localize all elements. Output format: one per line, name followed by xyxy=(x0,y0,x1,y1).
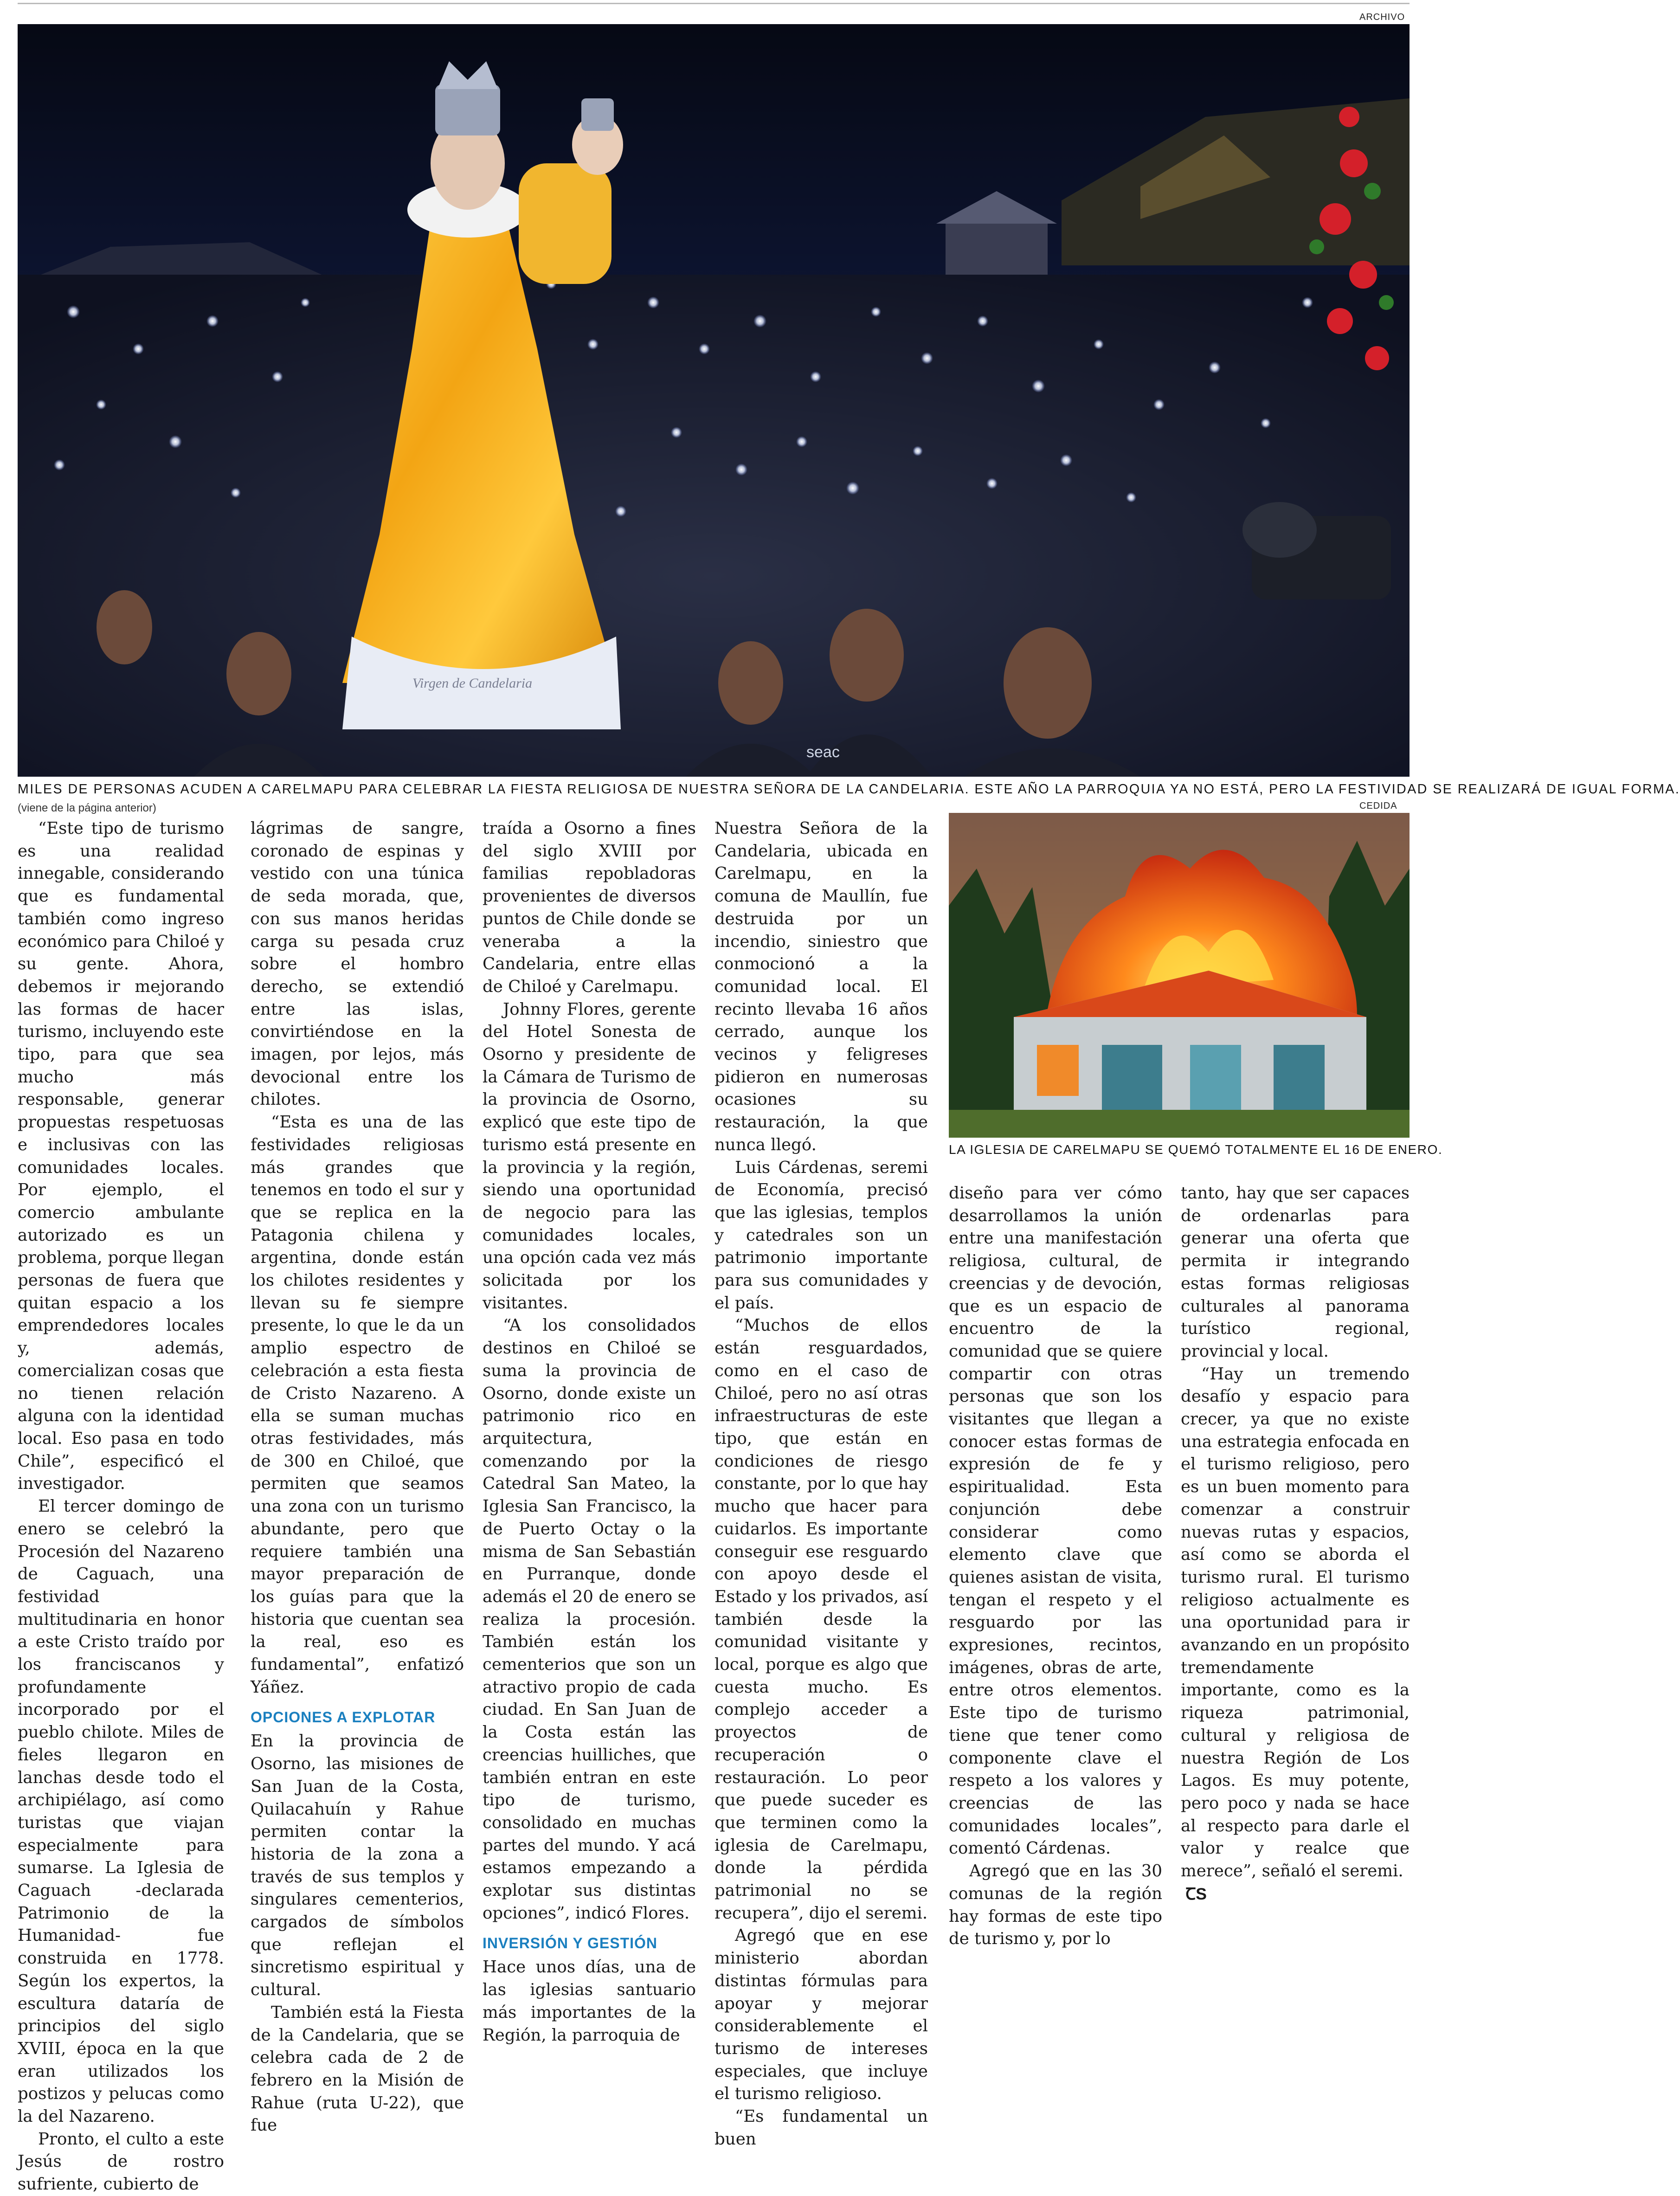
continued-note: (viene de la página anterior) xyxy=(18,802,156,814)
paragraph: Luis Cárdenas, seremi de Economía, precisó que las iglesias, templos y catedrales son un patrimonio importante para sus comunidades y el país. xyxy=(714,1158,928,1313)
dress-inscription: Virgen de Candelaria xyxy=(412,676,533,691)
top-photo-caption: MILES DE PERSONAS ACUDEN A CARELMAPU PARA CELEBRAR LA FIESTA RELIGIOSA DE NUESTRA SEÑORA DE LA CANDELARIA. ESTE AÑO LA PARROQUIA YA NO ESTÁ, PERO LA FESTIVIDAD SE REALIZARÁ DE IGUAL FORMA. xyxy=(18,782,1680,797)
paragraph: Hace unos días, una de las iglesias santuario más importantes de la Región, la parroquia de xyxy=(483,1958,696,2045)
article-column-2 xyxy=(251,818,464,2137)
side-photo-caption: LA IGLESIA DE CARELMAPU SE QUEMÓ TOTALMENTE EL 16 DE ENERO. xyxy=(949,1142,1443,1157)
top-rule xyxy=(18,3,1410,4)
top-photo-credit: ARCHIVO xyxy=(1359,12,1405,22)
church-fire-illustration xyxy=(949,813,1410,1138)
paragraph: “Muchos de ellos están resguardados, como en el caso de Chiloé, pero no así otras infraestructuras de este tipo, que están en condiciones de riesgo constante, por lo que hay mucho que hacer para cuidarlos. Es importante conseguir ese resguardo con apoyo desde el Estado y los privados, así también desde la comunidad visitante y local, porque es algo que cuesta mucho. Es complejo acceder a proyectos de recuperación o restauración. Lo peor que puede suceder es que terminen como la iglesia de Carelmapu, donde la pérdida patrimonial no se recupera”, dijo el seremi. xyxy=(714,1316,928,1923)
article-column-3 xyxy=(483,818,696,2047)
end-of-article-mark: ꞆS xyxy=(1185,1884,1207,1903)
section-heading: INVERSIÓN Y GESTIÓN xyxy=(483,1935,658,1952)
article-column-6 xyxy=(1181,1182,1410,1906)
paragraph: diseño para ver cómo desarrollamos la unión entre una manifestación religiosa, cultural, de creencias y de devoción, que es un espacio de encuentro de la comunidad que se quiere compartir con otras personas que son los visitantes que llegan a conocer estas formas de expresión de fe y espiritualidad. Esta conjunción debe considerar como elemento clave que quienes asistan de visita, tengan el respeto y el resguardo por las expresiones, recintos, imágenes, obras de arte, entre otros elementos. Este tipo de turismo tiene que tener como componente clave el respeto a los valores y creencias de las comunidades locales”, comentó Cárdenas. xyxy=(949,1184,1162,1858)
article-column-4 xyxy=(714,818,928,2151)
article-column-5 xyxy=(949,1182,1162,1951)
paragraph: “Este tipo de turismo es una realidad innegable, considerando que es fundamental también como ingreso económico para Chiloé y su gente. Ahora, debemos ir mejorando las formas de hacer turismo, incluyendo este tipo, para que sea mucho más responsable, generar propuestas respetuosas e inclusivas con las comunidades locales. Por ejemplo, el comercio ambulante autorizado es un problema, porque llegan personas de fuera que quitan espacio a los emprendedores locales y, además, comercializan cosas que no tienen relación alguna con la identidad local. Eso pasa en todo Chile”, especificó el investigador. xyxy=(18,819,224,1494)
article-column-1 xyxy=(18,818,224,2196)
shirt-logo-text: seac xyxy=(806,743,840,761)
paragraph: Nuestra Señora de la Candelaria, ubicada en Carelmapu, en la comuna de Maullín, fue destruida por un incendio, siniestro que conmocionó a la comunidad local. El recinto llevaba 16 años cerrado, aunque los vecinos y feligreses pidieron en numerosas ocasiones su restauración, la que nunca llegó. xyxy=(714,819,928,1154)
procession-illustration xyxy=(18,24,1410,777)
paragraph: Johnny Flores, gerente del Hotel Sonesta de Osorno y presidente de la Cámara de Turismo de la provincia de Osorno, explicó que este tipo de turismo está presente en la provincia y la región, siendo una oportunidad de negocio para las comunidades locales, una opción cada vez más solicitada por los visitantes. xyxy=(483,999,696,1313)
side-photo-credit: CEDIDA xyxy=(1359,801,1397,811)
paragraph: También está la Fiesta de la Candelaria, que se celebra cada de 2 de febrero en la Misión de Rahue (ruta U-22), que fue xyxy=(251,2003,464,2135)
paragraph: Pronto, el culto a este Jesús de rostro sufriente, cubierto de xyxy=(18,2129,224,2194)
paragraph: El tercer domingo de enero se celebró la Procesión del Nazareno de Caguach, una festividad multitudinaria en honor a este Cristo traído por los franciscanos y profundamente incorporado por el pueblo chilote. Miles de fieles llegaron en lanchas desde todo el archipiélago, así como turistas que viajan especialmente para sumarse. La Iglesia de Caguach -declarada Patrimonio de la Humanidad- fue construida en 1778. Según los expertos, la escultura dataría de principios del siglo XVIII, época en la que eran utilizados los postizos y pelucas como la del Nazareno. xyxy=(18,1497,224,2126)
paragraph: Agregó que en las 30 comunas de la región hay formas de este tipo de turismo y, por lo xyxy=(949,1861,1162,1949)
procession-photo xyxy=(18,24,1410,777)
paragraph: “Es fundamental un buen xyxy=(714,2107,928,2149)
paragraph: tanto, hay que ser capaces de ordenarlas para generar una oferta que permita ir integrando estas formas religiosas culturales al panorama turístico regional, provincial y local. xyxy=(1181,1184,1410,1361)
paragraph: Agregó que en ese ministerio abordan distintas fórmulas para apoyar y mejorar considerablemente el turismo de intereses especiales, que incluye el turismo religioso. xyxy=(714,1926,928,2104)
paragraph: “A los consolidados destinos en Chiloé se suma la provincia de Osorno, donde existe un patrimonio rico en arquitectura, comenzando por la Catedral San Mateo, la Iglesia San Francisco, la de Puerto Octay o la misma de San Sebastián en Purranque, donde además el 20 de enero se realiza la procesión. También están los cementerios que son un atractivo propio de cada ciudad. En San Juan de la Costa están las creencias huilliches, que también entran en este tipo de turismo, consolidado en muchas partes del mundo. Y acá estamos empezando a explotar sus distintas opciones”, indicó Flores. xyxy=(483,1316,696,1923)
paragraph: traída a Osorno a fines del siglo XVIII por familias repobladoras provenientes de diversos puntos de Chile donde se veneraba a la Candelaria, entre ellas de Chiloé y Carelmapu. xyxy=(483,819,696,996)
paragraph: lágrimas de sangre, coronado de espinas y vestido con una túnica de seda morada, que, con sus manos heridas carga su pesada cruz sobre el hombro derecho, se extendió entre las islas, convirtiéndose en la imagen, por lejos, más devocional entre los chilotes. xyxy=(251,819,464,1109)
paragraph: “Esta es una de las festividades religiosas más grandes que tenemos en todo el sur y que se replica en la Patagonia chilena y argentina, donde están los chilotes residentes y llevan su fe siempre presente, lo que le da un amplio espectro de celebración a esta fiesta de Cristo Nazareno. A ella se suman muchas otras festividades, más de 300 en Chiloé, que permiten que seamos una zona con un turismo abundante, pero que requiere también una mayor preparación de los guías para que la historia que cuentan sea la real, eso es fundamental”, enfatizó Yáñez. xyxy=(251,1113,464,1697)
church-fire-photo xyxy=(949,813,1410,1138)
paragraph: En la provincia de Osorno, las misiones de San Juan de la Costa, Quilacahuín y Rahue permiten contar la historia de la zona a través de sus templos y singulares cementerios, cargados de símbolos que reflejan el sincretismo espiritual y cultural. xyxy=(251,1732,464,2000)
paragraph: “Hay un tremendo desafío y espacio para crecer, ya que no existe una estrategia enfocada en el turismo religioso, pero es un buen momento para comenzar a construir nuevas rutas y espacios, así como se aborda el turismo rural. El turismo religioso actualmente es una oportunidad para ir avanzando en un propósito tremendamente importante, como es la riqueza patrimonial, cultural y religiosa de nuestra Región de Los Lagos. Es muy potente, pero poco y nada se hace al respecto para darle el valor y realce que merece”, señaló el seremi. xyxy=(1181,1364,1410,1881)
section-heading: OPCIONES A EXPLOTAR xyxy=(251,1709,436,1726)
